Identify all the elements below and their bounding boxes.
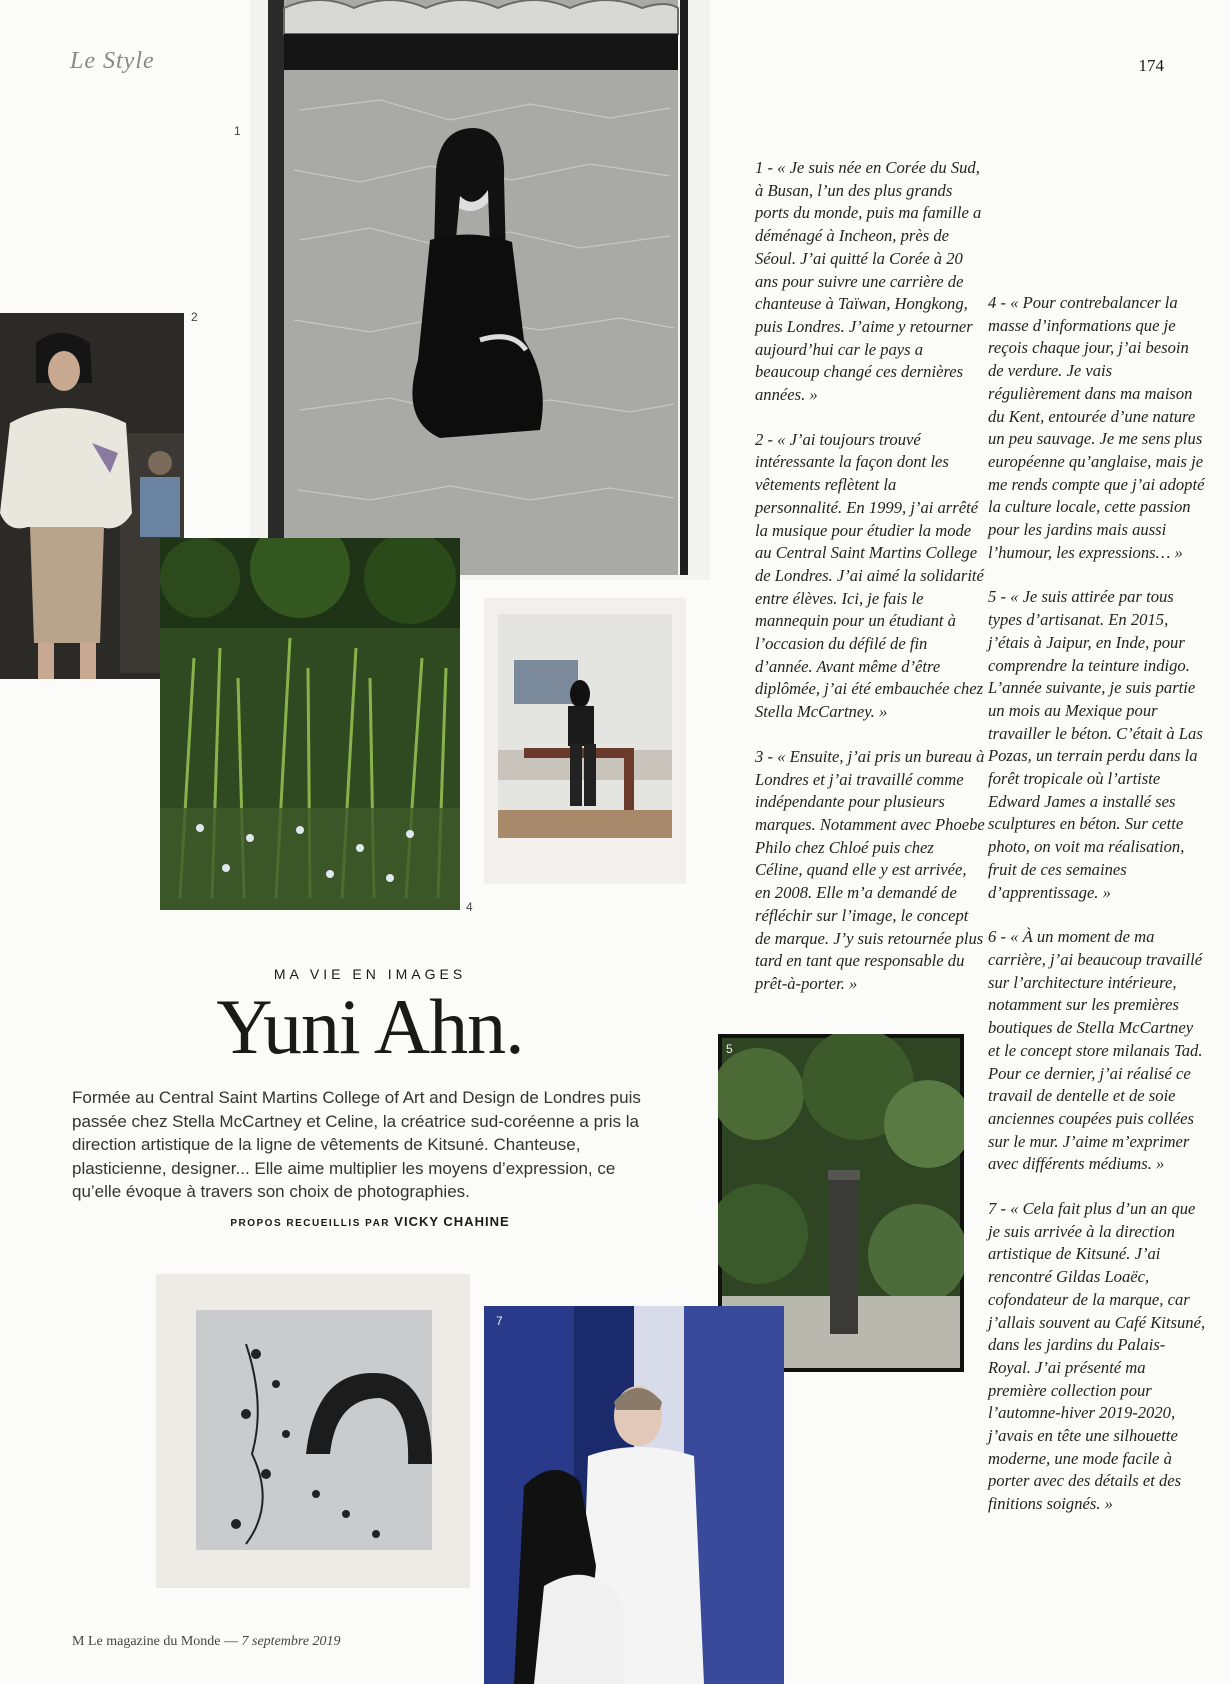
footer-magazine: M Le magazine du Monde —	[72, 1634, 242, 1649]
caption-7: 7 - « Cela fait plus d’un an que je suis arrivée à la direction artistique de Kitsuné. J’ai rencontré Gildas Loaëc, cofondateur de la marque, car j’allais souvent au Café Kitsuné, dans les jardins du Palais-Royal. J’ai présenté ma première collection pour l’automne-hiver 2019-2020, j’avais en tête une silhouette moderne, une mode facile à porter avec des détails et des finitions soignés. »	[988, 1199, 1206, 1514]
byline-author: VICKY CHAHINE	[394, 1214, 510, 1229]
footer	[72, 1634, 341, 1650]
page-number: 174	[1138, 56, 1164, 75]
photo-number-5: 5	[726, 1042, 733, 1056]
caption-column-1	[755, 157, 985, 1018]
photo-7-kitsune-runway	[484, 1306, 784, 1684]
article-byline	[70, 1214, 670, 1229]
photo-6-lace-wall	[156, 1274, 470, 1588]
caption-column-2	[988, 292, 1206, 1538]
caption-2: 2 - « J’ai toujours trouvé intéressante la façon dont les vêtements reflètent la personnalité. En 1999, j’ai arrêté la musique pour étudier la mode au Central Saint Martins College de Londres. J’ai aimé la solidarité entre élèves. Ici, je fais le mannequin pour un étudiant à l’occasion du défilé de fin d’année. Avant même d’être diplômée, j’ai été embauchée chez Stella McCartney. »	[755, 429, 984, 722]
photo-3-studio-polaroid	[484, 598, 686, 884]
caption-4: 4 - « Pour contrebalancer la masse d’informations que je reçois chaque jour, j’ai besoin de verdure. Je vais régulièrement dans ma maison du Kent, entourée d’une nature un peu sauvage. Je me sens plus européenne qu’anglaise, mais je me rends compte que j’ai adopté la culture locale, cette passion pour les jardins mais aussi l’humour, les expressions… »	[988, 293, 1205, 562]
article-kicker: MA VIE EN IMAGES	[273, 966, 467, 982]
photo-1-portrait	[250, 0, 710, 580]
footer-date: 7 septembre 2019	[241, 1634, 341, 1649]
photo-4-garden	[160, 538, 460, 910]
byline-prefix: PROPOS RECUEILLIS PAR	[230, 1218, 391, 1229]
caption-6: 6 - « À un moment de ma carrière, j’ai beaucoup travaillé sur l’architecture intérieure, notamment sur les premières boutiques de Stella McCartney et le concept store milanais Tad. Pour ce dernier, j’ai réalisé ce travail de dentelle et de soie anciennes coupées puis collées sur le mur. J’aime m’exprimer avec différents médiums. »	[988, 927, 1203, 1174]
photo-number-7: 7	[496, 1314, 503, 1328]
article-title: Yuni Ahn.	[216, 983, 524, 1070]
photo-number-1: 1	[234, 124, 241, 138]
photo-number-2: 2	[191, 310, 198, 324]
caption-1: 1 - « Je suis née en Corée du Sud, à Busan, l’un des plus grands ports du monde, puis ma famille a déménagé à Incheon, près de Séoul. J’ai quitté la Corée à 20 ans pour suivre une carrière de chanteuse à Taïwan, Hongkong, puis Londres. J’aime y retourner aujourd’hui car le pays a beaucoup changé ces dernières années. »	[755, 158, 982, 405]
photo-number-4: 4	[466, 900, 473, 914]
article-intro: Formée au Central Saint Martins College of Art and Design de Londres puis passée chez Stella McCartney et Celine, la créatrice sud-coréenne a pris la direction artistique de la ligne de vêtements de Kitsuné. Chanteuse, plasticienne, designer... Elle aime multiplier les moyens d’expression, ce qu’elle évoque à travers son choix de photographies.	[72, 1088, 641, 1201]
photo-2-fashion-show	[0, 313, 184, 679]
caption-3: 3 - « Ensuite, j’ai pris un bureau à Londres et j’ai travaillé comme indépendante pour plusieurs marques. Notamment avec Phoebe Philo chez Chloé puis chez Céline, quand elle y est arrivée, en 2008. Elle m’a demandé de réfléchir sur l’image, le concept de marque. J’y suis retournée plus tard en tant que responsable du prêt-à-porter. »	[755, 746, 985, 993]
section-label: Le Style	[70, 48, 155, 74]
caption-5: 5 - « Je suis attirée par tous types d’artisanat. En 2015, j’étais à Jaipur, en Inde, pour comprendre la teinture indigo. L’année suivante, je suis partie un mois au Mexique pour travailler le béton. C’était à Las Pozas, un terrain perdu dans la forêt tropicale où l’artiste Edward James a installé ses sculptures en béton. Sur cette photo, on voit ma réalisation, fruit de ces semaines d’apprentissage. »	[988, 587, 1203, 902]
